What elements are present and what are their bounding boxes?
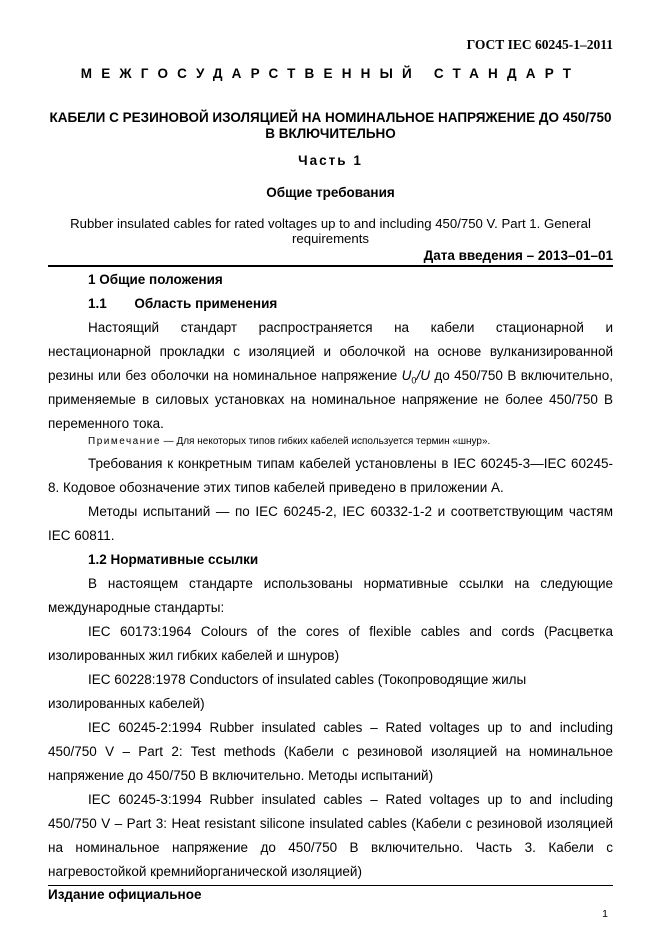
section-1-1-number: 1.1 (88, 296, 107, 311)
ref-4-line-1: IEC 60245-3:1994 Rubber insulated cables – Rated voltages up to and including (88, 792, 613, 807)
section-1-1-heading (88, 296, 613, 311)
p1-line-3a: резины или без оболочки на номинальное напряжение (48, 368, 402, 383)
p1-line-1: Настоящий стандарт распространяется на кабели стационарной и (88, 320, 613, 335)
ref-4-line-2: 450/750 V – Part 3: Heat resistant silicone insulated cables (Кабели с резиновой изоляцией (48, 816, 613, 831)
note (88, 436, 613, 447)
voltage-u0-subscript: 0 (411, 375, 417, 386)
english-title (70, 216, 591, 246)
section-1-1-title: Область применения (134, 296, 278, 311)
ref-1-line-2: изолированных жил гибких кабелей и шнуров) (48, 648, 340, 663)
voltage-u: /U (416, 368, 430, 383)
refs-intro-line-1: В настоящем стандарте использованы нормативные ссылки на следующие (88, 576, 613, 591)
section-1-heading: 1 Общие положения (88, 272, 223, 287)
p1-line-3 (48, 368, 613, 386)
voltage-u0: U (401, 368, 412, 383)
ref-4-line-4: нагревостойкой кремнийорганической изоляцией) (48, 864, 362, 879)
section-1-2-heading: 1.2 Нормативные ссылки (88, 552, 259, 567)
note-label: Примечание (88, 436, 161, 447)
standard-code: ГОСТ IEC 60245-1–2011 (466, 37, 613, 52)
p3-line-2: IEC 60811. (48, 528, 115, 543)
ref-3-line-1: IEC 60245-2:1994 Rubber insulated cables – Rated voltages up to and including (88, 720, 613, 735)
ref-1-line-1: IEC 60173:1964 Colours of the cores of flexible cables and cords (Расцветка (88, 624, 613, 639)
title-line-1: КАБЕЛИ С РЕЗИНОВОЙ ИЗОЛЯЦИЕЙ НА НОМИНАЛЬНОЕ НАПРЯЖЕНИЕ ДО 450/750 (49, 110, 612, 125)
note-text: — Для некоторых типов гибких кабелей используется термин «шнур». (160, 436, 491, 447)
title-line-2: В ВКЛЮЧИТЕЛЬНО (265, 126, 396, 141)
subtitle: Общие требования (266, 185, 395, 200)
p1-line-2: нестационарной прокладки с изоляцией и оболочкой на основе вулканизированной (48, 344, 613, 359)
p1-line-3b: до 450/750 В включительно, (429, 368, 613, 383)
p2-line-2: 8. Кодовое обозначение этих типов кабелей приведено в приложении А. (48, 480, 504, 495)
ref-2-line-2: изолированных кабелей) (48, 696, 205, 711)
footer-divider (48, 885, 613, 886)
top-divider (48, 265, 613, 267)
p3-line-1: Методы испытаний — по IEC 60245-2, IEC 60332-1-2 и соответствующим частям (88, 504, 613, 519)
ref-3-line-3: напряжение до 450/750 В включительно. Методы испытаний) (48, 768, 434, 783)
english-title-line-1: Rubber insulated cables for rated voltages up to and including 450/750 V. Part 1. General (70, 216, 591, 231)
p1-line-5: переменного тока. (48, 416, 164, 431)
p1-line-4: применяемые в силовых установках на номинальное напряжение не более 450/750 В (48, 392, 613, 407)
part-label: Часть 1 (298, 153, 363, 168)
page-number: 1 (602, 908, 608, 920)
english-title-line-2: requirements (292, 231, 369, 246)
document-title (48, 110, 613, 142)
official-edition: Издание официальное (48, 887, 202, 902)
p2-line-1: Требования к конкретным типам кабелей установлены в IEC 60245-3—IEC 60245- (88, 456, 613, 471)
ref-3-line-2: 450/750 V – Part 2: Test methods (Кабели с резиновой изоляцией на номинальное (48, 744, 613, 759)
introduction-date: Дата введения – 2013–01–01 (423, 248, 613, 263)
interstate-standard-heading: МЕЖГОСУДАРСТВЕННЫЙ СТАНДАРТ (80, 66, 581, 81)
ref-2-line-1: IEC 60228:1978 Conductors of insulated cables (Токопроводящие жилы (88, 672, 527, 687)
ref-4-line-3: на номинальное напряжение до 450/750 В включительно. Часть 3. Кабели с (48, 840, 613, 855)
refs-intro-line-2: международные стандарты: (48, 600, 225, 615)
